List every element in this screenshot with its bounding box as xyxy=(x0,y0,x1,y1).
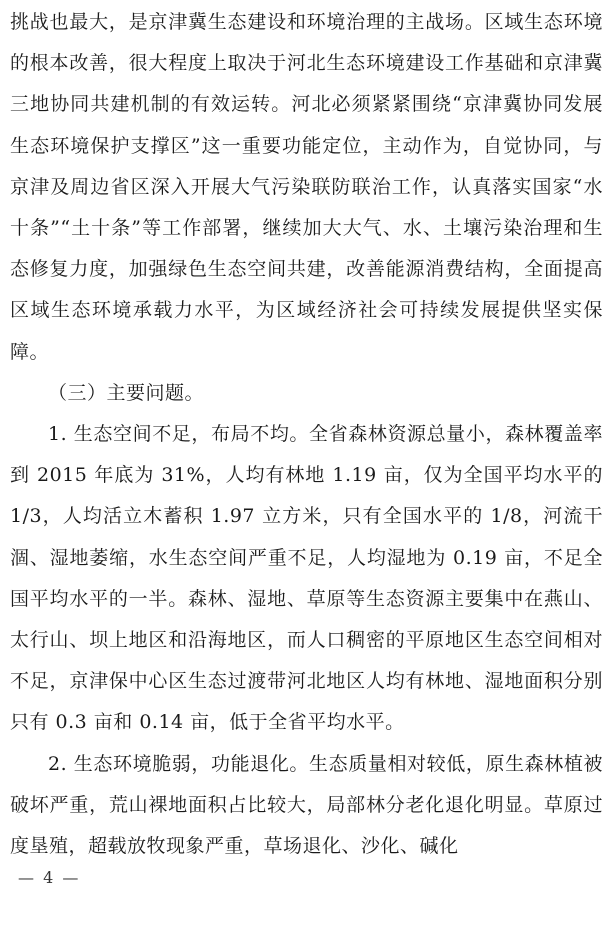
section-heading-main-problems: （三）主要问题。 xyxy=(48,381,205,404)
paragraph-item-1: 1. 生态空间不足，布局不均。全省森林资源总量小，森林覆盖率到 2015 年底为 31%，人均有林地 1.19 亩，仅为全国平均水平的 1/3，人均活立木蓄积 1.97 立方米，只有全国水平的 1/8，河流干涸、湿地萎缩，水生态空间严重不足，人均湿地为 0.19 亩，不足全国平均水平的一半。森林、湿地、草原等生态资源主要集中在燕山、太行山、坝上地区和沿海地区，而人口稠密的平原地区生态空间相对不足，京津保中心区生态过渡带河北地区人均有林地、湿地面积分别只有 0.3 亩和 0.14 亩，低于全省平均水平。 xyxy=(10,423,603,734)
body-text xyxy=(10,2,603,867)
paragraph-item-2: 2. 生态环境脆弱，功能退化。生态质量相对较低，原生森林植被破坏严重，荒山裸地面积占比较大，局部林分老化退化明显。草原过度垦殖，超载放牧现象严重，草场退化、沙化、碱化 xyxy=(10,752,603,858)
page-number: — 4 — xyxy=(18,868,81,887)
paragraph-continuation: 挑战也最大，是京津冀生态建设和环境治理的主战场。区域生态环境的根本改善，很大程度上取决于河北生态环境建设工作基础和京津冀三地协同共建机制的有效运转。河北必须紧紧围绕“京津冀协同发展生态环境保护支撑区”这一重要功能定位，主动作为，自觉协同，与京津及周边省区深入开展大气污染联防联治工作，认真落实国家“水十条”“土十条”等工作部署，继续加大大气、水、土壤污染治理和生态修复力度，加强绿色生态空间共建，改善能源消费结构，全面提高区域生态环境承载力水平，为区域经济社会可持续发展提供坚实保障。 xyxy=(10,11,603,363)
